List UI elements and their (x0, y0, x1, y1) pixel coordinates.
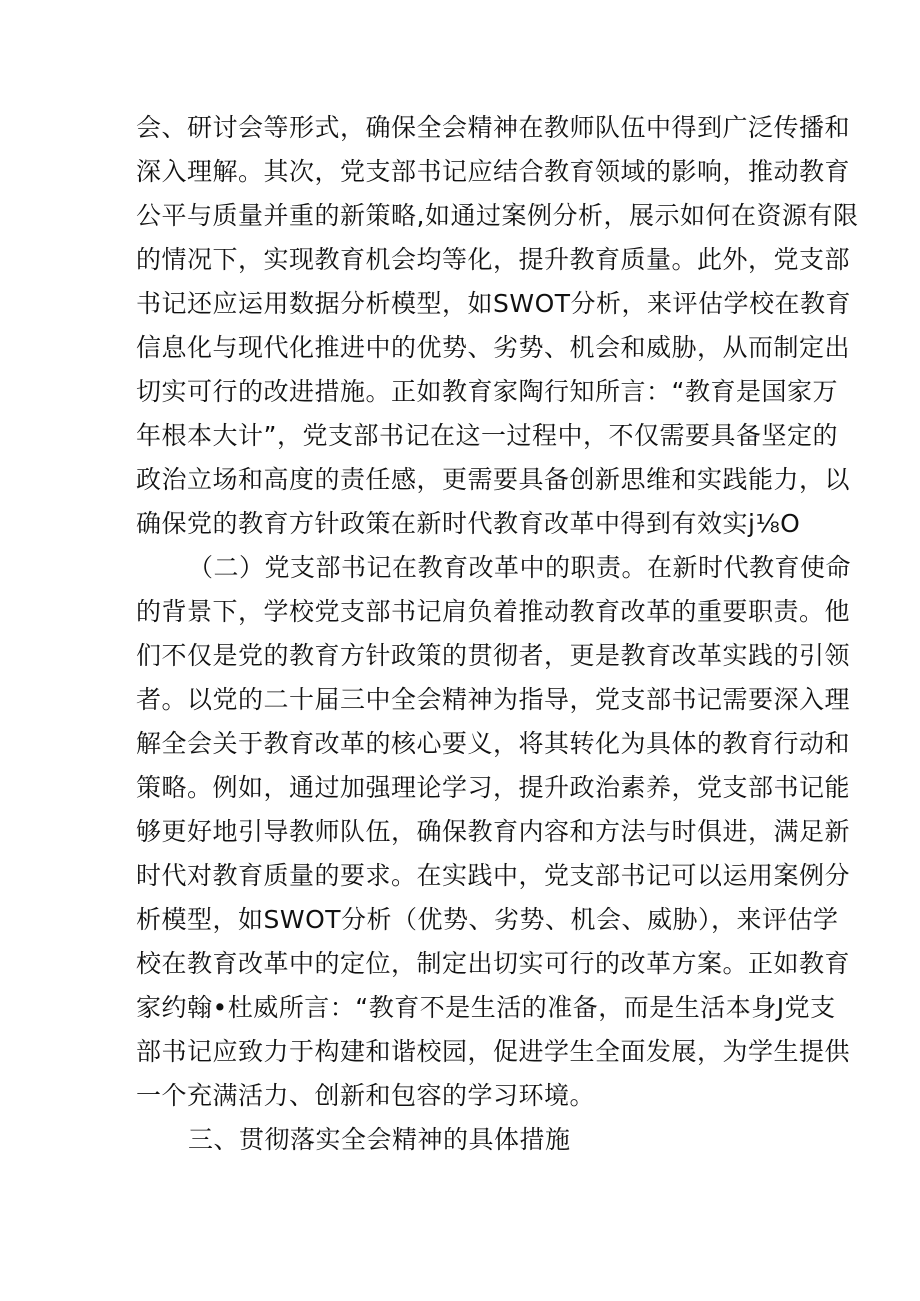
section-heading: 三、贯彻落实全会精神的具体措施 (188, 1125, 571, 1154)
text-line: 书记还应运用数据分析模型，如SWOT分析，来评估学校在教育 (136, 289, 852, 318)
text-line: 政治立场和高度的责任感，更需要具备创新思维和实践能力，以 (136, 465, 851, 494)
text-line: 的情况下，实现教育机会均等化，提升教育质量。此外，党支部 (136, 245, 851, 274)
text-line: 策略。例如，通过加强理论学习，提升政治素养，党支部书记能 (136, 773, 851, 802)
text-line: 公平与质量并重的新策略,如通过案例分析，展示如何在资源有限 (136, 201, 859, 230)
text-line: 们不仅是党的教育方针政策的贯彻者，更是教育改革实践的引领 (136, 641, 851, 670)
text-line: 会、研讨会等形式，确保全会精神在教师队伍中得到广泛传播和 (136, 113, 851, 142)
text-line: 一个充满活力、创新和包容的学习环境。 (136, 1081, 596, 1110)
text-line: 校在教育改革中的定位，制定出切实可行的改革方案。正如教育 (136, 949, 851, 978)
text-line: 够更好地引导教师队伍，确保教育内容和方法与时俱进，满足新 (136, 817, 851, 846)
text-line: 时代对教育质量的要求。在实践中，党支部书记可以运用案例分 (136, 861, 851, 890)
text-line: 年根本大计”，党支部书记在这一过程中，不仅需要具备坚定的 (136, 421, 838, 450)
text-line: 家约翰•杜威所言：“教育不是生活的准备，而是生活本身J党支 (136, 993, 836, 1022)
body-text (136, 106, 859, 1162)
text-line: 者。以党的二十届三中全会精神为指导，党支部书记需要深入理 (136, 685, 851, 714)
text-line: 部书记应致力于构建和谐校园，促进学生全面发展，为学生提供 (136, 1037, 851, 1066)
paragraph-heading-line: （二）党支部书记在教育改革中的职责。在新时代教育使命 (188, 553, 852, 582)
text-line: 确保党的教育方针政策在新时代教育改革中得到有效实j⅛O (136, 509, 801, 538)
text-line: 深入理解。其次，党支部书记应结合教育领域的影响，推动教育 (136, 157, 851, 186)
text-line: 信息化与现代化推进中的优势、劣势、机会和威胁，从而制定出 (136, 333, 851, 362)
text-line: 析模型，如SWOT分析（优势、劣势、机会、威胁），来评估学 (136, 905, 839, 934)
text-line: 的背景下，学校党支部书记肩负着推动教育改革的重要职责。他 (136, 597, 851, 626)
text-line: 解全会关于教育改革的核心要义，将其转化为具体的教育行动和 (136, 729, 851, 758)
text-line: 切实可行的改进措施。正如教育家陶行知所言：“教育是国家万 (136, 377, 838, 406)
